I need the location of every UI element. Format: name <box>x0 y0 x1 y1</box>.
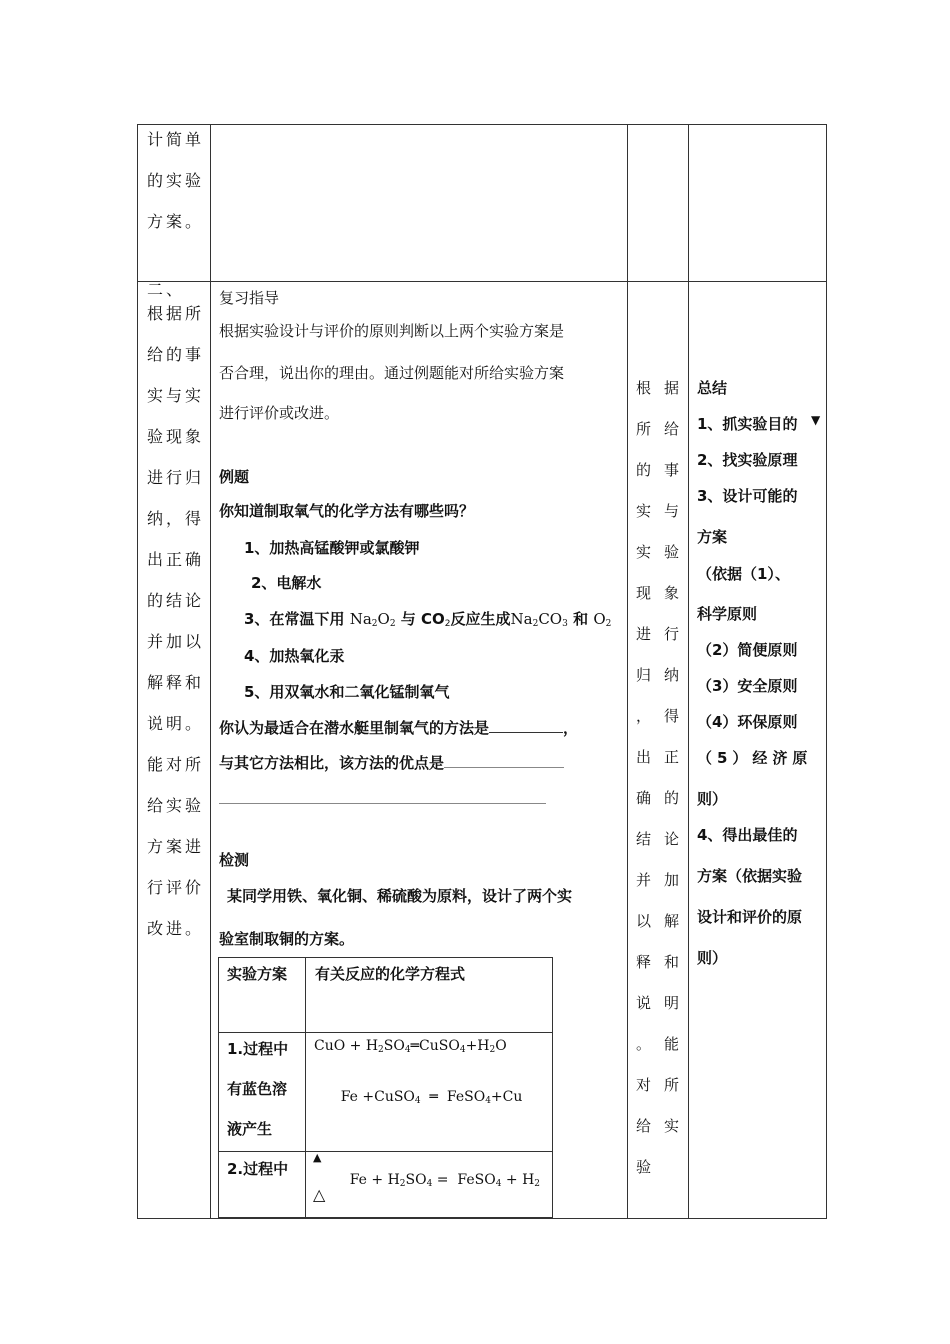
example-ask-1: 你认为最适合在潜水艇里制氧气的方法是 ， <box>219 719 579 737</box>
col1-line: 能对所 <box>147 755 205 774</box>
inner-table-top <box>218 957 553 958</box>
col3-char: 根 <box>636 379 652 397</box>
summary-line: （5）经济原 <box>697 749 813 767</box>
inner-table-row-divider <box>218 1151 553 1152</box>
col3-char: 据 <box>664 379 680 397</box>
row1-equation-1: CuO + $H_2SO_4═CuSO_4+H_2O$ <box>314 1038 507 1055</box>
col3-char: 结 <box>636 830 652 848</box>
col1-line: 给的事 <box>147 345 205 364</box>
col1-line: 出正确 <box>147 550 205 569</box>
summary-line: （依据（1）、 <box>697 565 790 583</box>
example-ask-2: 与其它方法相比，该方法的优点是 <box>219 752 564 773</box>
example-item: 5、用双氧水和二氧化锰制氧气 <box>244 683 450 701</box>
col3-char: 加 <box>664 871 680 889</box>
col3-char: 与 <box>664 502 680 520</box>
col-divider-2 <box>627 124 628 1219</box>
col1-line: 解释和 <box>147 673 205 692</box>
col-divider-3 <box>688 124 689 1219</box>
col3-char: 实 <box>636 543 652 561</box>
col3-char: 释 <box>636 953 652 971</box>
summary-line: （2）简便原则 <box>697 641 798 659</box>
inner-header-equation: 有关反应的化学方程式 <box>315 965 466 983</box>
col3-char: 验 <box>664 543 680 561</box>
col3-char: 纳 <box>664 666 680 684</box>
col3-char: 验 <box>636 1158 652 1176</box>
col3-char: 的 <box>636 461 652 479</box>
col3-char: ， <box>636 707 652 725</box>
summary-line: （4）环保原则 <box>697 713 798 731</box>
col3-char: 得 <box>664 707 680 725</box>
row-divider <box>137 281 827 282</box>
col1-line: 纳，得 <box>147 509 205 528</box>
col3-char: 对 <box>636 1076 652 1094</box>
col-divider-1 <box>210 124 211 1219</box>
test-line: 某同学用铁、氧化铜、稀硫酸为原料，设计了两个实 <box>227 887 573 905</box>
inner-header-scheme: 实验方案 <box>227 965 288 983</box>
col3-char: 现 <box>636 584 652 602</box>
row1-label: 液产生 <box>227 1120 273 1138</box>
arrow-up-icon: ▲ <box>313 1151 322 1164</box>
col1-line: 方案进 <box>147 837 205 856</box>
col3-char: 行 <box>664 625 680 643</box>
summary-line: 科学原则 <box>697 605 758 623</box>
col3-char: 所 <box>636 420 652 438</box>
col3-char: 所 <box>664 1076 680 1094</box>
col1-line: 验现象 <box>147 427 205 446</box>
table-left-border <box>137 124 138 1219</box>
col1-line: 并加以 <box>147 632 205 651</box>
guide-title: 复习指导 <box>219 289 280 307</box>
col3-char: 象 <box>664 584 680 602</box>
summary-line: 设计和评价的原 <box>697 908 803 926</box>
col3-char: 以 <box>636 912 652 930</box>
summary-line: 3、设计可能的 <box>697 487 798 505</box>
inner-table-right <box>552 957 553 1218</box>
col3-char: 并 <box>636 871 652 889</box>
example-item-3: 3、在常温下用 $Na_2O_2$ 与 $CO_2$反应生成$Na_2CO_3$ 和 $O_2$ <box>244 610 612 629</box>
summary-line: 4、得出最佳的 <box>697 826 798 844</box>
triangle-heat-icon: △ <box>313 1185 326 1204</box>
example-item: 1、加热高锰酸钾或氯酸钾 <box>244 539 420 557</box>
answer-blank-1[interactable] <box>489 732 563 733</box>
col3-char: 明 <box>664 994 680 1012</box>
summary-line: 则） <box>697 790 728 808</box>
col3-char: 给 <box>636 1117 652 1135</box>
inner-table-bottom <box>218 1217 553 1218</box>
example-question: 你知道制取氧气的化学方法有哪些吗？ <box>219 502 475 520</box>
col3-char: 能 <box>664 1035 680 1053</box>
col1-line: 实与实 <box>147 386 205 405</box>
col1-line: 的结论 <box>147 591 205 610</box>
col3-char: 确 <box>636 789 652 807</box>
summary-title: 总结 <box>697 379 728 397</box>
table-right-border <box>826 124 827 1219</box>
summary-line: 1、抓实验目的 <box>697 415 798 433</box>
col1-line: 进行归 <box>147 468 205 487</box>
table-top-border <box>137 124 827 125</box>
col1-line: 二、 <box>147 280 186 299</box>
row1-equation-2: Fe +CuSO$_4$ ═ FeSO$_4$+Cu <box>340 1089 523 1106</box>
col3-char: 事 <box>664 461 680 479</box>
summary-line: （3）安全原则 <box>697 677 798 695</box>
summary-line: 方案（依据实验 <box>697 867 803 885</box>
test-line: 验室制取铜的方案。 <box>219 930 355 948</box>
guide-line: 进行评价或改进。 <box>219 404 340 422</box>
col3-char: 解 <box>664 912 680 930</box>
guide-line: 根据实验设计与评价的原则判断以上两个实验方案是 <box>219 322 565 340</box>
col1-line: 根据所 <box>147 304 205 323</box>
example-item: 4、加热氧化汞 <box>244 647 345 665</box>
col3-char: 给 <box>664 420 680 438</box>
inner-table-row-divider <box>218 1032 553 1033</box>
col3-char: 实 <box>636 502 652 520</box>
summary-line: 则） <box>697 949 728 967</box>
col1-line: 行评价 <box>147 878 205 897</box>
row2-equation-1: $Fe + H_2SO_4$ = FeSO$_4$ + $H_2$ <box>349 1172 541 1189</box>
summary-cut-mark: ▼ <box>811 413 821 427</box>
col3-char: 实 <box>664 1117 680 1135</box>
inner-table-col-divider <box>305 957 306 1218</box>
col1-line: 改进。 <box>147 919 205 938</box>
answer-line-3[interactable] <box>219 803 546 804</box>
inner-table-left <box>218 957 219 1218</box>
summary-line: 方案 <box>697 528 728 546</box>
col3-char: 和 <box>664 953 680 971</box>
col3-char: 说 <box>636 994 652 1012</box>
summary-line: 2、找实验原理 <box>697 451 798 469</box>
test-title: 检测 <box>219 851 250 869</box>
col1-line: 给实验 <box>147 796 205 815</box>
table-bottom-border <box>137 1218 827 1219</box>
col3-char: 进 <box>636 625 652 643</box>
example-item: 2、电解水 <box>251 574 322 592</box>
col3-char: 正 <box>664 748 680 766</box>
col3-char: 出 <box>636 748 652 766</box>
row1-label: 有蓝色溶 <box>227 1080 288 1098</box>
guide-line: 否合理，说出你的理由。通过例题能对所给实验方案 <box>219 364 565 382</box>
col3-char: 的 <box>664 789 680 807</box>
col1-top-line: 计简单 <box>147 130 205 149</box>
col3-char: 。 <box>636 1035 652 1053</box>
row2-label: 2.过程中 <box>227 1160 289 1178</box>
col3-char: 归 <box>636 666 652 684</box>
item3-formula: $Na_2O_2$ <box>349 610 396 629</box>
item3-prefix: 3、在常温下用 <box>244 610 345 628</box>
col1-line: 说明。 <box>147 714 205 733</box>
col3-char: 论 <box>664 830 680 848</box>
row1-label: 1.过程中 <box>227 1040 289 1058</box>
example-title: 例题 <box>219 468 250 486</box>
col1-top-line: 方案。 <box>147 212 205 231</box>
answer-blank-2[interactable] <box>444 767 564 768</box>
col1-top-line: 的实验 <box>147 171 205 190</box>
